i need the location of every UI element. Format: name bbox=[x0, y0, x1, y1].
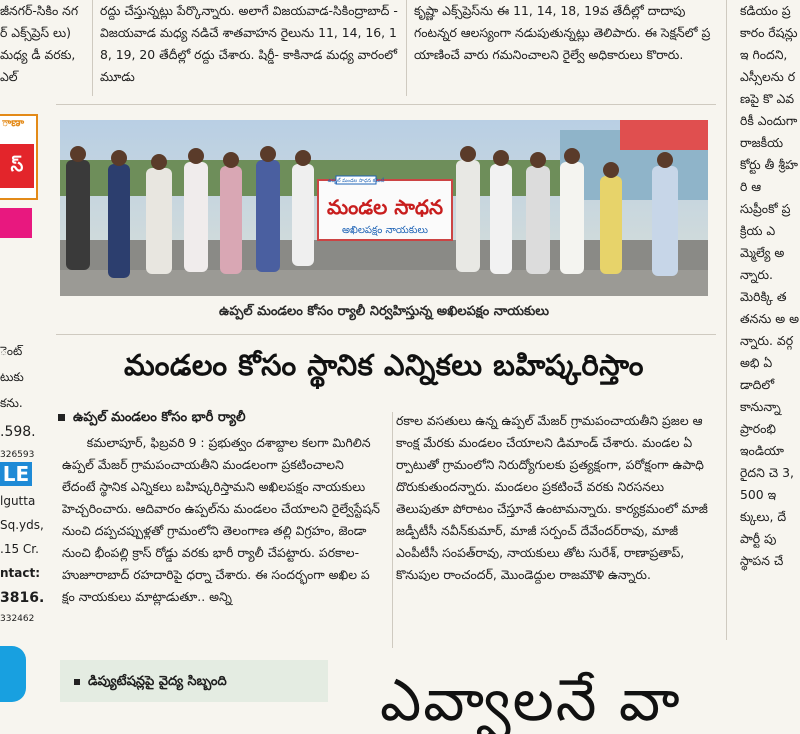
ad-text-line: .15 Cr. bbox=[0, 542, 39, 556]
top-column-c: కృష్ణా ఎక్స్‌ప్రెస్‌ను ఈ 11, 14, 18, 19వ తేదీల్లో దాదాపు గంటన్నర ఆలస్యంగా నడుపుతున్నట్లు తెలిపారు. ఈ సెక్షన్‌లో ప్రయాణించే వారు గమనించాలని రైల్వే అధికారులు కొరారు. bbox=[414, 3, 711, 62]
bullet-icon bbox=[58, 414, 65, 421]
bottom-headline-partial: ఎవ్వాలనే వా bbox=[380, 666, 682, 734]
ad-text-line: lgutta bbox=[0, 494, 36, 508]
ad-text-line: 3816. bbox=[0, 590, 45, 606]
banner-small-text: ఉప్పల్ మండల సాధన కమిటీ bbox=[327, 178, 385, 184]
section-rule bbox=[56, 104, 716, 105]
bullet-icon bbox=[74, 679, 80, 685]
column-rule bbox=[392, 412, 393, 648]
article-body-left: కమలాపూర్‌, ఫిబ్రవరి 9 : ప్రభుత్వం దశాబ్దాల కలగా మిగిలిన ఉప్పల్‌ మేజర్‌ గ్రామపంచాయతీని మండలంగా ప్రకటించాలని లేదంటే స్థానిక ఎన్నికలు బహిష్కరిస్తామని అఖిలపక్షం నాయకులు హెచ్చరించారు. ఆదివారం ఉప్పల్‌ను మండలం చేయాలని రైల్వేస్టేషన్‌ నుంచి దప్పచప్పుళ్లతో గ్రామంలోని తెలంగాణ తల్లి విగ్రహం, జెండా నుంచి భీంపల్లి క్రాస్‌ రోడ్డు వరకు భారీ ర్యాలీ చేపట్టారు. పరకాల-హుజూరాబాద్‌ రహదారిపై ధర్నా చేశారు. ఈ సందర్భంగా అఖిల పక్షం నాయకులు మాట్లాడుతూ.. అన్ని bbox=[62, 435, 380, 604]
right-column: కడియం ప్రకారం రేషన్లు ఇ గిందని, ఎస్సీలను రణపై కొ ఎవరికీ ఎందుగా రాజకీయ కోర్టు తీ శ్రీహరి ఆ సుప్రీంకో ప్రక్రియ ఎమ్మెల్యే అన్నారు. మెరిక్కి త తనను అ అన్నారు. వర్గ అభి ఏడాదిలో కానున్నా ప్రారంభి ఇండియా రైదని చె 3,500 ఇ క్కులు, దే పార్టీ పు స్థాపన చే bbox=[740, 3, 800, 568]
rally-illustration bbox=[60, 120, 708, 296]
top-column-b: రద్దు చేస్తున్నట్లు పేర్కొన్నారు. అలాగే విజయవాడ-సికింద్రాబాద్‌ - విజయవాడ మధ్య నడిచే శాతవాహన రైలును 11, 14, 16, 18, 19, 20 తేదీల్లో రద్దు చేశారు. షిర్డీ- కాకినాడ మధ్య వారంలో మూడు bbox=[100, 3, 398, 84]
top-column-a: జీనగర్‌-సికిం నగర్‌ ఎక్స్‌ప్రెస్ ‌లు) మధ్య డీ వరకు, ఎల్ bbox=[0, 3, 79, 84]
ad-text-line: టుకు bbox=[0, 370, 24, 384]
ad-color-block bbox=[0, 208, 32, 238]
ad-shape bbox=[0, 646, 26, 702]
ad-text-line: కను. bbox=[0, 396, 23, 410]
banner-subtext: అఖిలపక్షం నాయకులు bbox=[342, 225, 428, 236]
ad-text-line: .598. bbox=[0, 424, 36, 440]
news-photo bbox=[60, 120, 708, 296]
column-rule bbox=[92, 0, 93, 96]
ad-text-line: 326593 bbox=[0, 450, 35, 460]
ad-text-line: ెంట్ bbox=[0, 344, 23, 358]
ad-text-line: 332462 bbox=[0, 614, 35, 624]
article-body-right: రకాల వసతులు ఉన్న ఉప్పల్‌ మేజర్‌ గ్రామపంచాయతీని ప్రజల ఆకాంక్ష మేరకు మండలం చేయాలని డిమాండ్‌ చేశారు. మండల ఏర్పాటుతో గ్రామంలోని నిరుద్యోగులకు ప్రత్యక్షంగా, పరోక్షంగా ఉపాధి దొరుకుతుందన్నారు. మండలం ప్రకటించే వరకు నిరసనలు తెలుపుతూ పోరాటం చేస్తూనే ఉంటామన్నారు. కార్యక్రమంలో మాజీ జడ్పీటీసీ నవీన్‌కుమార్‌, మాజీ సర్పంచ్‌ దేవేందర్‌రావు, మాజీ ఎంపీటీసీ సంపత్‌రావు, నాయకులు తోట సురేశ్‌, రాణాప్రతాప్‌, కొనుపుల రాంచందర్‌, మొండెద్దుల రాజమౌళి ఉన్నారు. bbox=[396, 413, 708, 582]
ad-label-badge: LE bbox=[0, 462, 32, 486]
column-rule bbox=[406, 0, 407, 96]
photo-caption: ఉప్పల్‌ మండలం కోసం ర్యాలీ నిర్వహిస్తున్న అఖిలపక్షం నాయకులు bbox=[219, 304, 549, 319]
ad-text-line: ntact: bbox=[0, 566, 41, 580]
article-subhead: ఉప్పల్‌ మండలం కోసం భారీ ర్యాలీ bbox=[58, 410, 388, 428]
section-rule bbox=[56, 334, 716, 335]
column-rule bbox=[726, 0, 727, 640]
ad-logo: ాణా స్ bbox=[0, 114, 38, 200]
ad-text-line: Sq.yds, bbox=[0, 518, 44, 532]
article-headline: మండలం కోసం స్థానిక ఎన్నికలు బహిష్కరిస్తాం bbox=[124, 348, 644, 382]
bottom-teaser: డిప్యుటేషన్లపై వైద్య సిబ్బంది bbox=[60, 660, 328, 702]
banner-text: మండల సాధన bbox=[326, 195, 444, 219]
